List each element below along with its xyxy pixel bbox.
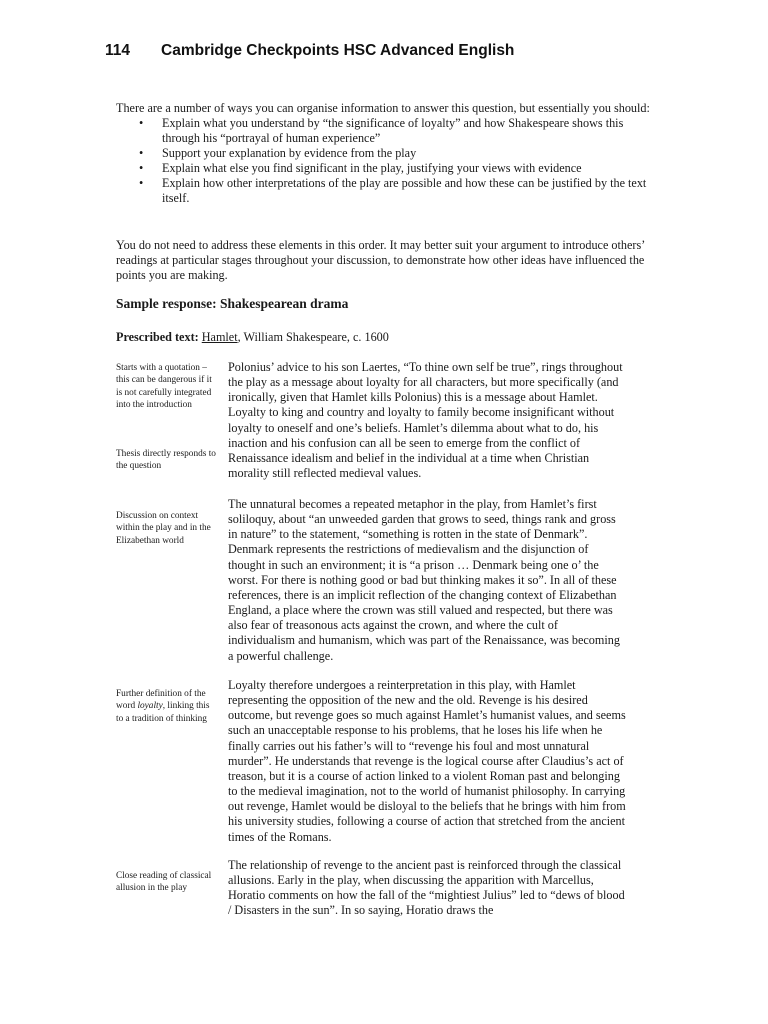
bullet-icon: • (139, 176, 144, 190)
intro-bullet-list (116, 116, 656, 206)
bullet-item: • Support your explanation by evidence from the play (139, 146, 417, 160)
order-note: You do not need to address these elements in this order. It may better suit your argument to introduce others’ readings at particular stages throughout your discussion, to demonstrate how other ideas have influenced the points you are making. (116, 238, 645, 282)
intro-section (116, 101, 656, 206)
book-title: Cambridge Checkpoints HSC Advanced English (161, 42, 515, 59)
margin-note-quotation: Starts with a quotation – this can be dangerous if it is not carefully integrated into the introduction (116, 363, 212, 410)
margin-note-thesis: Thesis directly responds to the question (116, 449, 216, 472)
sample-heading: Sample response: Shakespearean drama (116, 296, 349, 311)
bullet-icon: • (139, 146, 144, 160)
essay-paragraph-2: The unnatural becomes a repeated metaphor in the play, from Hamlet’s first soliloquy, about “an unweeded garden that grows to seed, things rank and gross in nature” to the statement, “something is rotten in the state of Denmark”. Denmark represents the restrictions of medievalism and the disjunction of thought in such an environment; it is “a prison … Denmark being one o’ the worst. For there is nothing good or bad but thinking makes it so”. In all of these references, there is an implicit reflection of the changing context of Elizabethan England, a place where the crown was still valued and respected, but there was also fear of treasonous acts against the crown, and where the cult of individualism and humanism, which was part of the Renaissance, was becoming a powerful challenge. (228, 497, 620, 663)
essay-paragraph-4: The relationship of revenge to the ancient past is reinforced through the classical allusions. Early in the play, when discussing the apparition with Marcellus, Horatio comments on how the fall of the “mightiest Julius” led to “dews of blood / Disasters in the sun”. In so saying, Horatio draws the (228, 858, 625, 918)
intro-lead: There are a number of ways you can organise information to answer this question, but essentially you should: (116, 101, 650, 115)
margin-note-loyalty: Further definition of the word loyalty, linking this to a tradition of thinking (116, 689, 210, 724)
bullet-item: • Explain what else you find significant in the play, justifying your views with evidence (139, 161, 582, 175)
margin-note-context: Discussion on context within the play and in the Elizabethan world (116, 511, 211, 546)
prescribed-text-line (116, 330, 389, 345)
bullet-item: • Explain what you understand by “the significance of loyalty” and how Shakespeare shows this through his “portrayal of human experience” (139, 116, 624, 145)
essay-paragraph-1: Polonius’ advice to his son Laertes, “To thine own self be true”, rings throughout the play as a message about loyalty for all characters, but more specifically (and ironically, given that Hamlet kills Polonius) this is a message about Hamlet. Loyalty to king and country and loyalty to family become insignificant without loyalty to oneself and one’s beliefs. Hamlet’s dilemma about what to do, his inaction and his confusion can all be seen to emerge from the conflict of Renaissance idealism and belief in the individual at a time when Christian morality still reflected medieval values. (228, 360, 623, 481)
bullet-icon: • (139, 116, 144, 130)
essay-paragraph-3: Loyalty therefore undergoes a reinterpretation in this play, with Hamlet representing the opposition of the new and the old. Revenge is his desired outcome, but revenge goes so much against Hamlet’s humanist values, and seems such an unacceptable response to his problems, that he loses his life when he finally carries out his father’s will to “revenge his foul and most unnatural murder”. He understands that revenge is the logical course after Claudius’s act of treason, but it is a course of action linked to a violent Roman past and belonging to the medieval imagination, not to the world of humanist philosophy. In carrying out revenge, Hamlet would be disloyal to the beliefs that he brings with him from his university studies, following a course of action that stretched from the ancient times of the Romans. (228, 678, 626, 844)
page-header (105, 42, 728, 60)
margin-note-allusion: Close reading of classical allusion in the play (116, 871, 212, 894)
prescribed-title: Hamlet (201, 330, 238, 344)
bullet-item: • Explain how other interpretations of the play are possible and how these can be justified by the text itself. (139, 176, 647, 205)
prescribed-label: Prescribed text: (116, 330, 199, 344)
prescribed-details: , William Shakespeare, c. 1600 (237, 330, 389, 344)
bullet-icon: • (139, 161, 144, 175)
page-number: 114 (105, 42, 131, 59)
